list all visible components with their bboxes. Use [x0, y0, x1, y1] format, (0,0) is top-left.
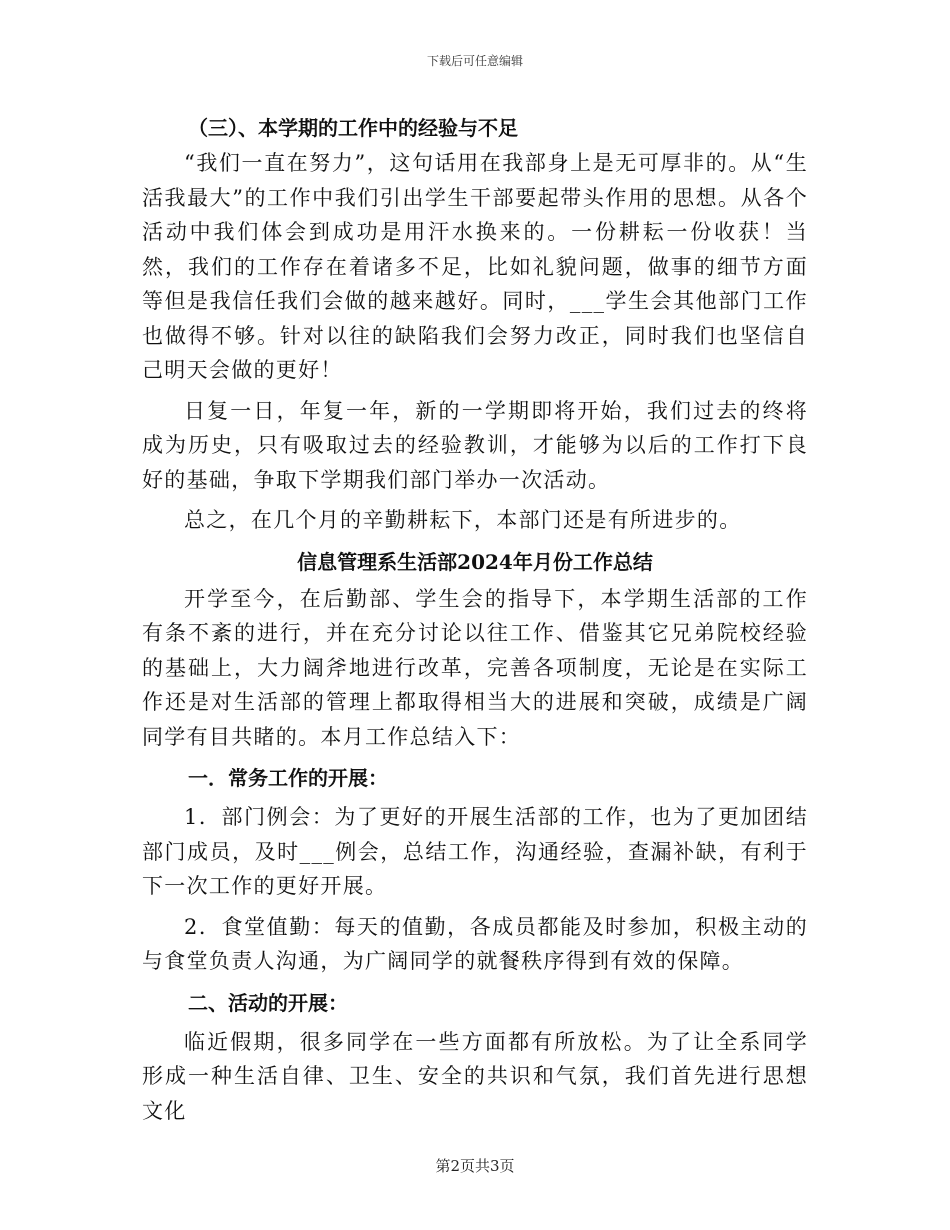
paragraph: 总之，在几个月的辛勤耕耘下，本部门还是有所进步的。 — [184, 508, 742, 532]
list-item: 1．部门例会：为了更好的开展生活部的工作，也为了更加团结部门成员，及时___例会，总结工作，沟通经验，查漏补缺，有利于下一次工作的更好开展。 — [142, 805, 808, 898]
paragraph: “我们一直在努力”，这句话用在我部身上是无可厚非的。从“生活我最大”的工作中我们引出学生干部要起带头作用的思想。从各个活动中我们体会到成功是用汗水换来的。一份耕耘一份收获！当然，我们的工作存在着诸多不足，比如礼貌问题，做事的细节方面等但是我信任我们会做的越来越好。同时，___学生会其他部门工作也做得不够。针对以往的缺陷我们会努力改正，同时我们也坚信自己明天会做的更好！ — [142, 151, 808, 382]
document-body — [142, 110, 808, 1134]
section-heading: （三）、本学期的工作中的经验与不足 — [188, 116, 518, 140]
list-item: 2．食堂值勤：每天的值勤，各成员都能及时参加，积极主动的与食堂负责人沟通，为广阔同学的就餐秩序得到有效的保障。 — [142, 914, 808, 973]
page-number: 第2页共3页 — [435, 1157, 515, 1175]
paragraph: 日复一日，年复一年，新的一学期即将开始，我们过去的终将成为历史，只有吸取过去的经验教训，才能够为以后的工作打下良好的基础，争取下学期我们部门举办一次活动。 — [142, 398, 808, 492]
section-heading: 一．常务工作的开展： — [188, 766, 388, 790]
document-title: 信息管理系生活部2024年月份工作总结 — [297, 549, 653, 574]
paragraph: 开学至今，在后勤部、学生会的指导下，本学期生活部的工作有条不紊的进行，并在充分讨论以往工作、借鉴其它兄弟院校经验的基础上，大力阔斧地进行改革，完善各项制度，无论是在实际工作还是对生活部的管理上都取得相当大的进展和突破，成绩是广阔同学有目共睹的。本月工作总结入下： — [142, 586, 808, 749]
section-heading: 二、活动的开展： — [188, 990, 348, 1015]
paragraph: 临近假期，很多同学在一些方面都有所放松。为了让全系同学形成一种生活自律、卫生、安全的共识和气氛，我们首先进行思想文化 — [142, 1029, 808, 1123]
header-note: 下载后可任意编辑 — [426, 54, 523, 68]
